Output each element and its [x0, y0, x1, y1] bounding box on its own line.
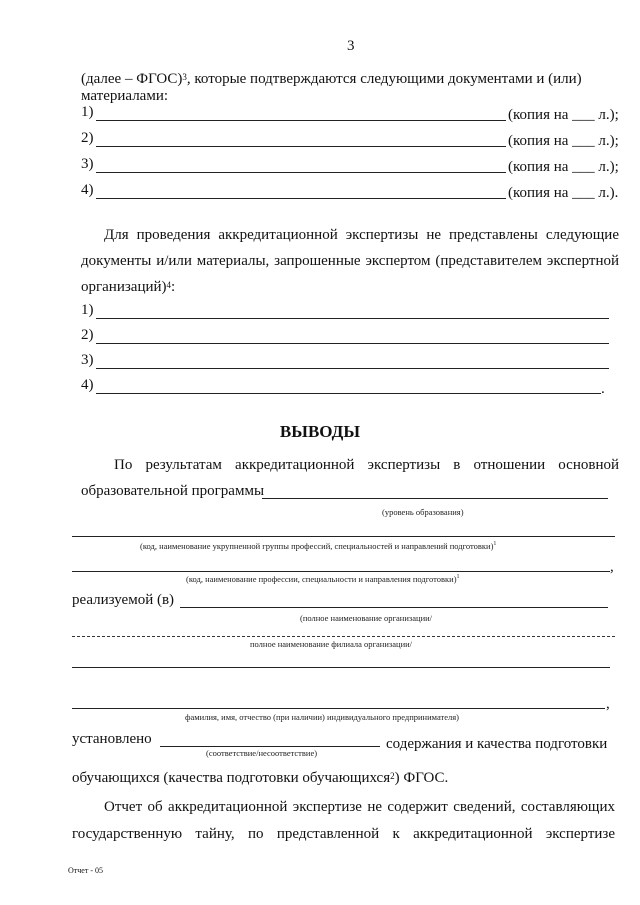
report-line-2: государственную тайну, по представленной к аккредитационной экспертизе: [72, 826, 615, 842]
page-number: 3: [347, 38, 355, 54]
caption-profession-group-text: (код, наименование укрупненной группы профессий, специальностей и направлений подготовки): [140, 541, 494, 551]
submitted-item-copy: (копия на ___ л.);: [508, 159, 619, 175]
profession-field[interactable]: [72, 571, 610, 572]
caption-profession-text: (код, наименование профессии, специальности и направления подготовки): [186, 574, 457, 584]
education-level-field[interactable]: [262, 498, 608, 499]
not-presented-org-text: организаций): [81, 279, 167, 295]
requested-item-num: 1): [81, 302, 94, 318]
submitted-item-copy: (копия на ___ л.).: [508, 185, 619, 201]
requested-item-num: 4): [81, 377, 94, 393]
conclusions-heading: ВЫВОДЫ: [279, 422, 361, 441]
established-label: установлено: [72, 731, 152, 747]
content-quality-text: содержания и качества подготовки: [386, 736, 608, 752]
submitted-item-num: 4): [81, 182, 94, 198]
requested-end-period: .: [601, 381, 605, 397]
submitted-item-field[interactable]: [96, 172, 506, 173]
implemented-label: реализуемой (в): [72, 592, 175, 608]
organization-field[interactable]: [180, 607, 608, 608]
footnote-ref-4: 4: [166, 280, 172, 290]
submitted-item-field[interactable]: [96, 120, 506, 121]
conclusions-para-line-1: По результатам аккредитационной экспертизы в отношении основной: [114, 457, 619, 473]
not-presented-line-1: Для проведения аккредитационной экспертизы не представлены следующие: [104, 227, 619, 243]
footnote-ref-2: 2: [390, 771, 395, 781]
submitted-item-field[interactable]: [96, 146, 506, 147]
conclusions-para-line-2: образовательной программы: [81, 483, 265, 499]
requested-item-num: 3): [81, 352, 94, 368]
intro-line-2: материалами:: [81, 88, 169, 104]
requested-item-field[interactable]: [96, 343, 609, 344]
intro-fgos-text: (далее – ФГОС): [81, 71, 183, 87]
submitted-item-copy: (копия на ___ л.);: [508, 107, 619, 123]
caption-organization: (полное наименование организации/: [300, 613, 433, 623]
footer-label: Отчет - 05: [68, 866, 104, 875]
submitted-item-num: 3): [81, 156, 94, 172]
submitted-item-copy: (копия на ___ л.);: [508, 133, 619, 149]
caption-profession: [186, 574, 460, 584]
intro-rest-text: , которые подтверждаются следующими документами и (или): [186, 71, 582, 87]
submitted-item-num: 1): [81, 104, 94, 120]
students-text: обучающихся (качества подготовки обучающихся: [72, 770, 391, 786]
caption-profession-group: [140, 541, 496, 551]
requested-item-field[interactable]: [96, 318, 609, 319]
submitted-item-field[interactable]: [96, 198, 506, 199]
students-fgos: ) ФГОС.: [394, 770, 449, 786]
submitted-item-num: 2): [81, 130, 94, 146]
branch-field[interactable]: [72, 636, 615, 637]
report-line-1: Отчет об аккредитационной экспертизе не содержит сведений, составляющих: [104, 799, 615, 815]
footnote-ref-1: 1: [456, 574, 460, 580]
ip-comma: ,: [606, 696, 610, 712]
ip-field-line-1[interactable]: [72, 667, 610, 668]
caption-education-level: (уровень образования): [382, 507, 464, 517]
requested-item-field[interactable]: [96, 393, 601, 394]
students-line: [72, 769, 448, 787]
profession-comma: ,: [610, 559, 614, 575]
caption-compliance: (соответствие/несоответствие): [206, 748, 318, 758]
footnote-ref-1: 1: [493, 541, 497, 547]
ip-field-line-2[interactable]: [72, 708, 605, 709]
compliance-field[interactable]: [160, 746, 380, 747]
profession-group-field[interactable]: [72, 536, 615, 537]
requested-item-field[interactable]: [96, 368, 609, 369]
requested-item-num: 2): [81, 327, 94, 343]
footnote-ref-3: 3: [182, 72, 187, 82]
not-presented-line-2: документы и/или материалы, запрошенные экспертом (представителем экспертной: [81, 253, 619, 269]
caption-ip: фамилия, имя, отчество (при наличии) индивидуального предпринимателя): [185, 712, 459, 722]
caption-branch: полное наименование филиала организации/: [250, 639, 413, 649]
not-presented-line-3: [81, 278, 175, 296]
intro-line-1: [81, 70, 619, 88]
not-presented-colon: :: [171, 279, 176, 295]
